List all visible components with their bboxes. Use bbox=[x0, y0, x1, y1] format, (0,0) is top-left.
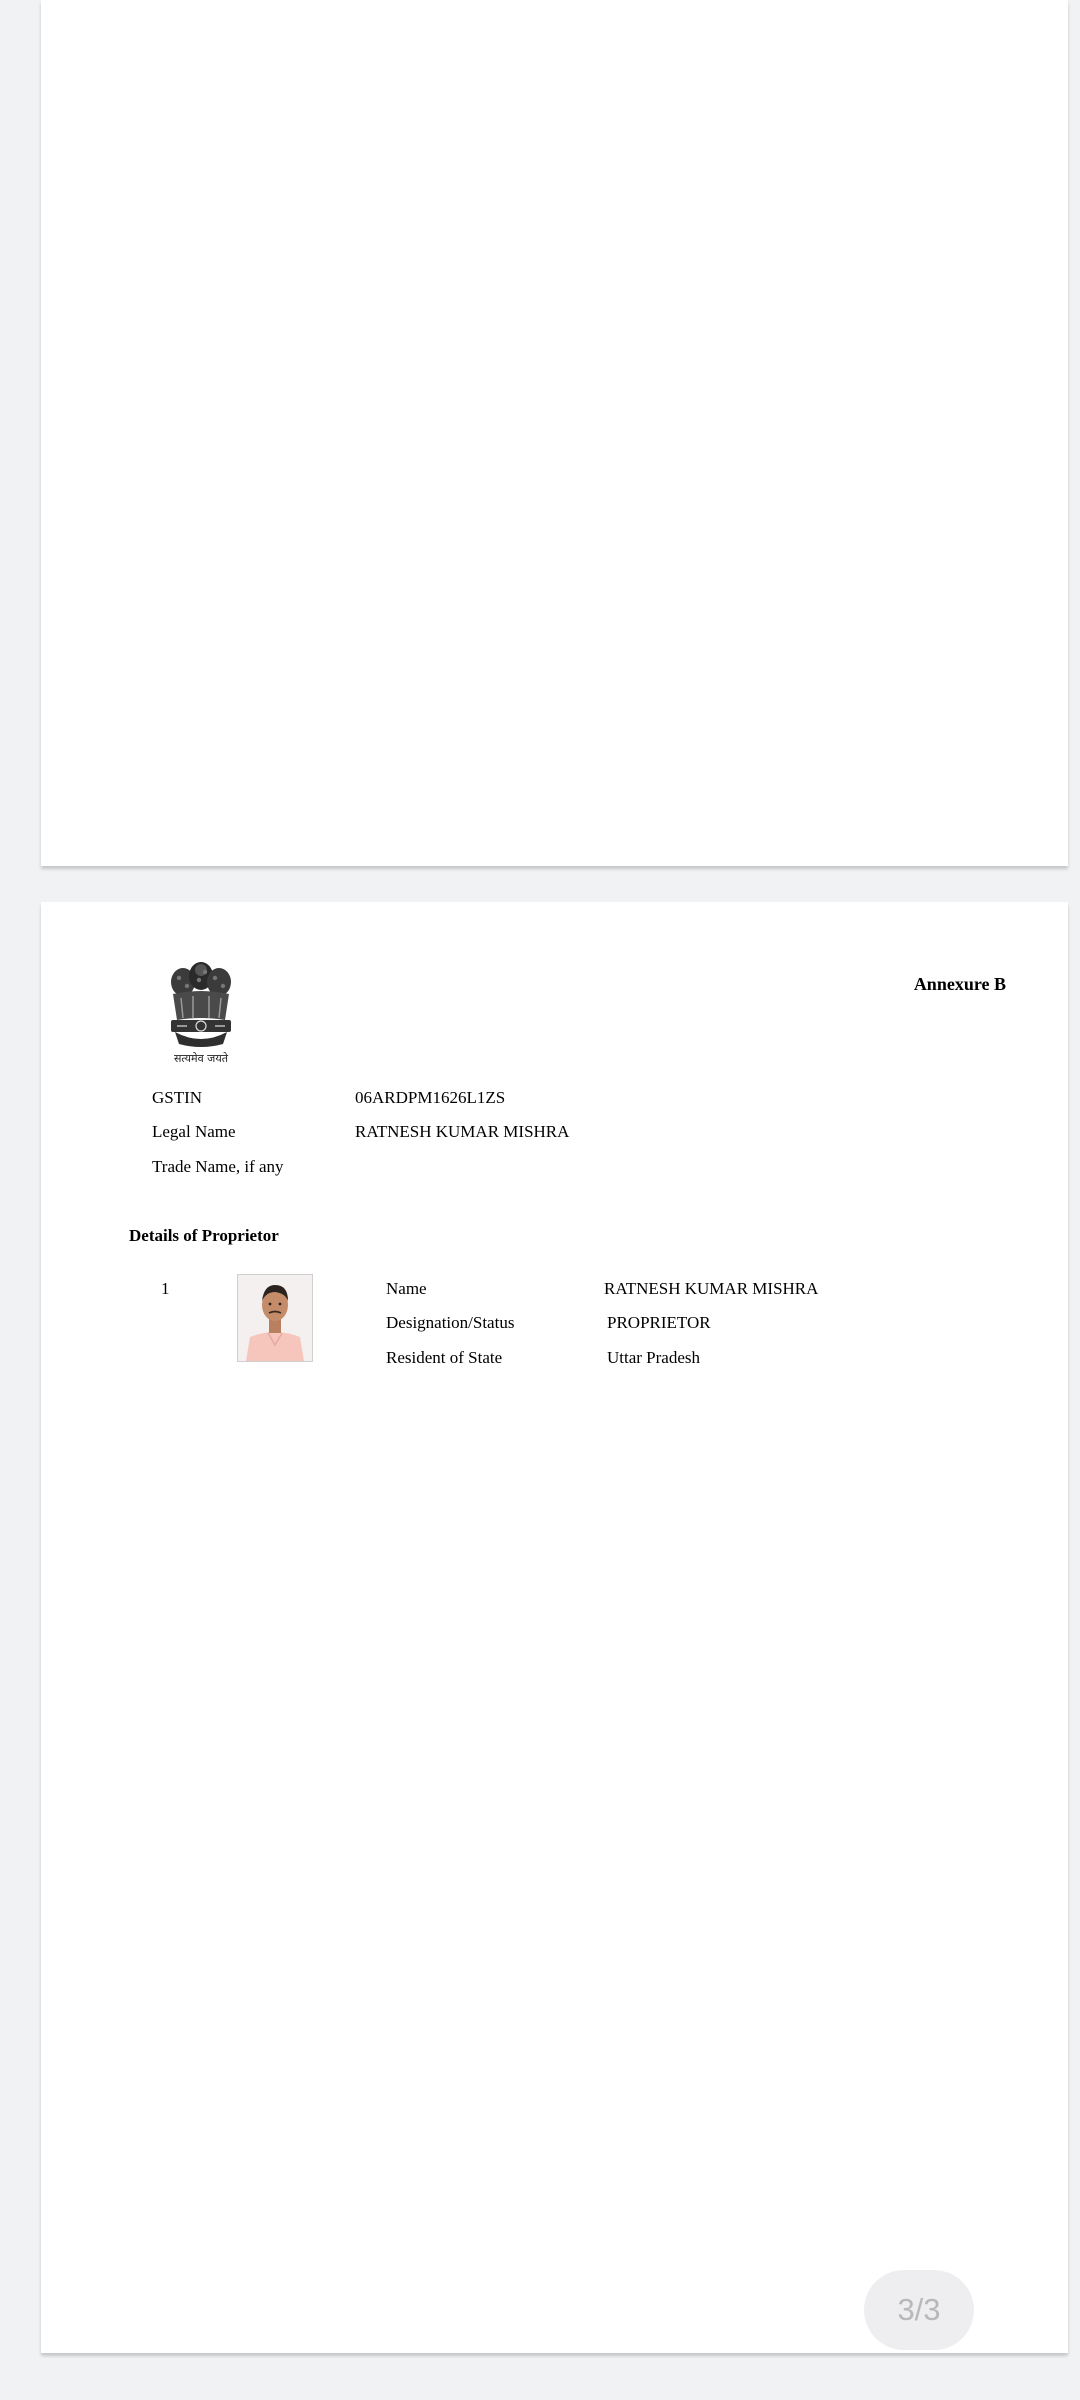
gstin-label: GSTIN bbox=[152, 1088, 203, 1107]
lion-capital-icon bbox=[159, 958, 243, 1050]
section-title: Details of Proprietor bbox=[129, 1226, 279, 1245]
legal-name-label: Legal Name bbox=[152, 1122, 236, 1141]
proprietor-designation-value: PROPRIETOR bbox=[607, 1313, 711, 1332]
legal-name-value: RATNESH KUMAR MISHRA bbox=[355, 1122, 570, 1141]
proprietor-name-label: Name bbox=[386, 1279, 427, 1298]
national-emblem-logo bbox=[159, 958, 243, 1070]
annexure-label: Annexure B bbox=[913, 974, 1006, 994]
page-indicator: 3/3 bbox=[864, 2270, 974, 2350]
gstin-value: 06ARDPM1626L1ZS bbox=[355, 1088, 506, 1107]
proprietor-state-value: Uttar Pradesh bbox=[607, 1348, 701, 1367]
emblem-motto: सत्यमेव जयते bbox=[173, 1052, 228, 1065]
proprietor-photo bbox=[237, 1274, 313, 1362]
pdf-page-2 bbox=[41, 0, 1068, 866]
proprietor-state-label: Resident of State bbox=[386, 1348, 503, 1367]
pdf-page-3 bbox=[41, 902, 1068, 2353]
trade-name-label: Trade Name, if any bbox=[152, 1157, 284, 1176]
proprietor-designation-label: Designation/Status bbox=[386, 1313, 515, 1332]
proprietor-name-value: RATNESH KUMAR MISHRA bbox=[604, 1279, 819, 1298]
person-photo-icon bbox=[238, 1275, 312, 1361]
proprietor-index: 1 bbox=[161, 1279, 170, 1298]
